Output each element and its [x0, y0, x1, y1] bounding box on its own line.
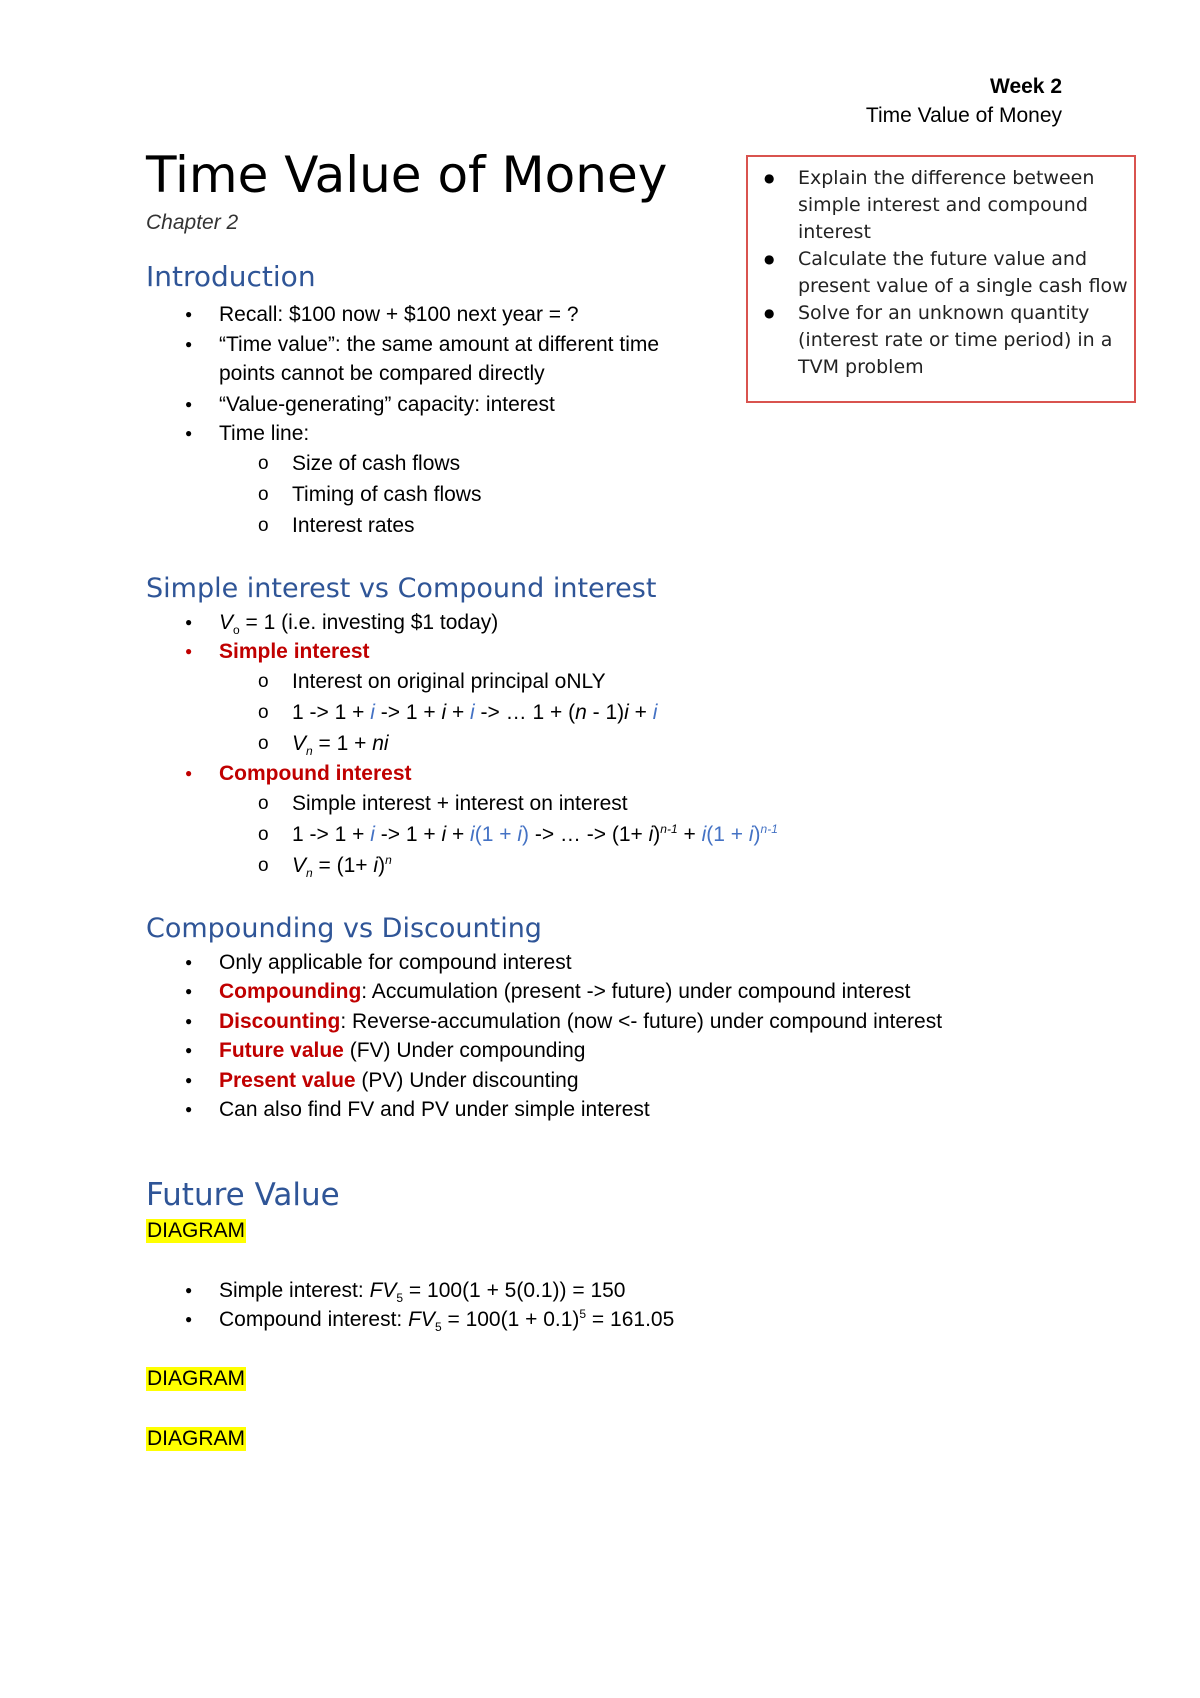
diagram-placeholder: DIAGRAM — [147, 1367, 246, 1390]
chapter-label: Chapter 2 — [146, 211, 239, 234]
page-title: Time Value of Money — [146, 146, 668, 204]
section-heading-simple-vs-compound: Simple interest vs Compound interest — [146, 573, 657, 604]
list-item: ● Only applicable for compound interest — [219, 948, 572, 977]
list-item: ● Simple interest: $FV_5 = 100(1 + 5(0.1)) = 150$ — [219, 1276, 626, 1305]
list-item: ● Discounting: Reverse-accumulation (now <- future) under compound interest — [219, 1007, 942, 1036]
list-item-simple-interest: ● Simple interest — [219, 637, 370, 666]
section-heading-future-value: Future Value — [146, 1177, 340, 1213]
objective-item: ● Explain the difference between simple interest and compound interest — [798, 165, 1094, 246]
header-week: Week 2 — [990, 75, 1062, 98]
sub-list-item: o Timing of cash flows — [292, 480, 481, 509]
list-item: ● “Time value”: the same amount at different time points cannot be compared directly — [219, 330, 659, 388]
section-heading-introduction: Introduction — [146, 260, 316, 293]
list-item: ● “Value-generating” capacity: interest — [219, 390, 555, 419]
sub-list-item: o Interest rates — [292, 511, 415, 540]
sub-list-item: o $V_n = (1+ i)^n$ — [292, 851, 392, 880]
list-item-compound-interest: ● Compound interest — [219, 759, 412, 788]
list-item: ● Can also find FV and PV under simple interest — [219, 1095, 650, 1124]
sub-list-item: o 1 -> 1 + i -> 1 + i + i(1 + i) -> … -> $(1+ i)^{n-1} + i(1 + i)^{n-1}$ — [292, 820, 778, 849]
list-item: ● Present value (PV) Under discounting — [219, 1066, 579, 1095]
sub-list-item: o Simple interest + interest on interest — [292, 789, 628, 818]
list-item: ● Compound interest: $FV_5 = 100(1 + 0.1)^5 = 161.05$ — [219, 1305, 674, 1334]
learning-objectives-box — [746, 155, 1136, 403]
sub-list-item: o $V_n = 1$ + ni — [292, 729, 389, 758]
sub-list-item: o Size of cash flows — [292, 449, 460, 478]
diagram-placeholder: DIAGRAM — [147, 1427, 246, 1450]
objective-item: ● Calculate the future value and present value of a single cash flow — [798, 246, 1128, 300]
list-item: ● $V_o = 1$ (i.e. investing $1 today) — [219, 608, 498, 637]
list-item: ● Time line: — [219, 419, 309, 448]
list-item: ● Recall: $100 now + $100 next year = ? — [219, 300, 579, 329]
list-item: ● Future value (FV) Under compounding — [219, 1036, 586, 1065]
sub-list-item: o 1 -> 1 + i -> 1 + i + i -> … 1 + (n - 1)i + i — [292, 698, 657, 727]
header-subject: Time Value of Money — [865, 104, 1062, 127]
diagram-placeholder: DIAGRAM — [147, 1219, 246, 1242]
objective-item: ● Solve for an unknown quantity (interest rate or time period) in a TVM problem — [798, 300, 1112, 381]
section-heading-compounding-vs-discounting: Compounding vs Discounting — [146, 913, 542, 944]
list-item: ● Compounding: Accumulation (present -> future) under compound interest — [219, 977, 911, 1006]
sub-list-item: o Interest on original principal oNLY — [292, 667, 606, 696]
running-header — [866, 72, 1062, 130]
